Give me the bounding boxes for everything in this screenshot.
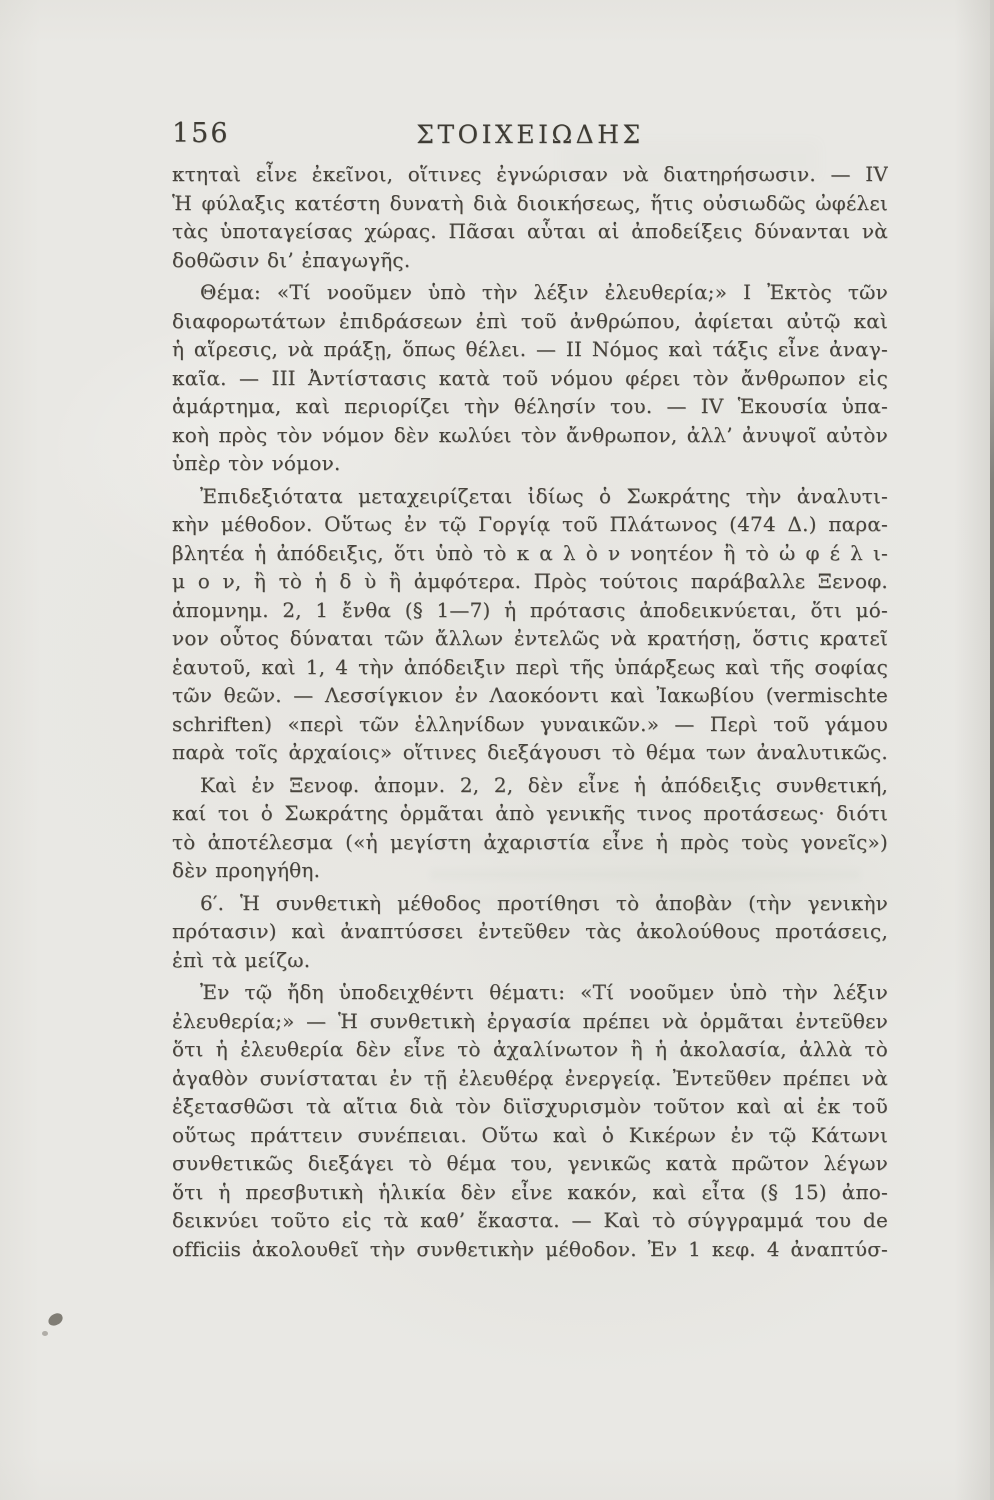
text-line: κοὴ πρὸς τὸν νόμον δὲν κωλύει τὸν ἄνθρωπον, ἀλλ’ ἀνυψοῖ αὐτὸν [172,422,888,447]
text-line: ὅτι ἡ ἐλευθερία δὲν εἶνε τὸ ἀχαλίνωτον ἢ ἡ ἀκολασία, ἀλλὰ τὸ [172,1037,888,1061]
text-line: πρότασιν) καὶ ἀναπτύσσει ἐντεῦθεν τὰς ἀκολούθους προτάσεις, [172,919,888,943]
text-line: ἀγαθὸν συνίσταται ἐν τῇ ἐλευθέρᾳ ἐνεργείᾳ. Ἐντεῦθεν πρέπει νὰ [172,1065,888,1090]
paragraph [172,160,888,274]
paragraph [172,482,888,767]
text-line: Θέμα: «Τί νοοῦμεν ὑπὸ τὴν λέξιν ἐλευθερία;» I Ἐκτὸς τῶν [200,280,888,304]
text-line: ἁμάρτημα, καὶ περιορίζει τὴν θέλησίν του. — IV Ἑκουσία ὑπα- [172,394,888,418]
text-line: συνθετικῶς διεξάγει τὸ θέμα του, γενικῶς κατὰ πρῶτον λέγων [172,1151,888,1175]
page-header [172,116,888,152]
text-line: schriften) «περὶ τῶν ἑλληνίδων γυναικῶν.» — Περὶ τοῦ γάμου [172,711,888,736]
text-line: καί τοι ὁ Σωκράτης ὁρμᾶται ἀπὸ γενικῆς τινος προτάσεως· διότι [172,801,888,825]
text-line: τὰς ὑποταγείσας χώρας. Πᾶσαι αὗται αἱ ἀποδείξεις δύνανται νὰ [172,219,888,243]
text-line: κὴν μέθοδον. Οὕτως ἐν τῷ Γοργίᾳ τοῦ Πλάτωνος (474 Δ.) παρα- [172,512,888,536]
text-line: οὕτως πράττειν συνέπειαι. Οὕτω καὶ ὁ Κικέρων ἐν τῷ Κάτωνι [172,1122,888,1147]
text-line: ἡ αἵρεσις, νὰ πράξῃ, ὅπως θέλει. — II Νόμος καὶ τάξις εἶνε ἀναγ- [172,337,888,361]
paragraph [172,978,888,1263]
text-line: Ἡ φύλαξις κατέστη δυνατὴ διὰ διοικήσεως, ἥτις οὐσιωδῶς ὠφέλει [172,190,888,215]
text-line: κτηταὶ εἶνε ἐκεῖνοι, οἵτινες ἐγνώρισαν νὰ διατηρήσωσιν. — IV [172,162,888,186]
text-line: ἀπομνημ. 2, 1 ἔνθα (§ 1—7) ἡ πρότασις ἀποδεικνύεται, ὅτι μό- [172,597,888,622]
text-line: βλητέα ἡ ἀπόδειξις, ὅτι ὑπὸ τὸ κ α λ ὸ ν νοητέον ἢ τὸ ὠ φ έ λ ι- [172,540,888,565]
text-line: δοθῶσιν δι’ ἐπαγωγῆς. [172,247,411,272]
text-line: Καὶ ἐν Ξενοφ. ἀπομν. 2, 2, δὲν εἶνε ἡ ἀπόδειξις συνθετική, [200,772,888,797]
page-header-title: ΣΤΟΙΧΕΙΩΔΗΣ [416,120,644,149]
text-column [172,160,888,1263]
page-number: 156 [172,118,230,149]
text-line: ὑπὲρ τὸν νόμον. [172,451,341,475]
text-line: officiis ἀκολουθεῖ τὴν συνθετικὴν μέθοδον. Ἐν 1 κεφ. 4 ἀναπτύσ- [172,1236,888,1261]
paragraph [172,889,888,975]
text-line: δὲν προηγήθη. [172,858,321,882]
text-line: ὅτι ἡ πρεσβυτικὴ ἡλικία δὲν εἶνε κακόν, καὶ εἶτα (§ 15) ἀπο- [172,1179,888,1204]
text-line: Ἐπιδεξιότατα μεταχειρίζεται ἰδίως ὁ Σωκράτης τὴν ἀναλυτι- [200,483,888,508]
ink-speck [46,1312,64,1328]
text-line: διαφορωτάτων ἐπιδράσεων ἐπὶ τοῦ ἀνθρώπου, ἀφίεται αὐτῷ καὶ [172,308,888,333]
text-line: μ ο ν, ἢ τὸ ἡ δ ὺ ἢ ἀμφότερα. Πρὸς τούτοις παράβαλλε Ξενοφ. [172,569,888,593]
text-line: ἐλευθερία;» — Ἡ συνθετικὴ ἐργασία πρέπει νὰ ὁρμᾶται ἐντεῦθεν [172,1008,888,1033]
text-line: παρὰ τοῖς ἀρχαίοις» οἵτινες διεξάγουσι τὸ θέμα των ἀναλυτικῶς. [172,740,888,764]
text-line: τῶν θεῶν. — Λεσσίγκιον ἐν Λαοκόοντι καὶ Ἰακωβίου (vermischte [172,683,888,707]
text-line: καῖα. — III Ἀντίστασις κατὰ τοῦ νόμου φέρει τὸν ἄνθρωπον εἰς [172,365,888,390]
paragraph [172,278,888,478]
text-line: δεικνύει τοῦτο εἰς τὰ καθ’ ἕκαστα. — Καὶ τὸ σύγγραμμά του de [172,1208,888,1232]
text-line: νον οὗτος δύναται τῶν ἄλλων ἐντελῶς νὰ κρατήσῃ, ὅστις κρατεῖ [172,626,888,650]
text-line: Ἐν τῷ ἤδη ὑποδειχθέντι θέματι: «Τί νοοῦμεν ὑπὸ τὴν λέξιν [200,980,888,1004]
text-line: ἑαυτοῦ, καὶ 1, 4 τὴν ἀπόδειξιν περὶ τῆς ὑπάρξεως καὶ τῆς σοφίας [172,654,888,679]
text-line: 6′. Ἡ συνθετικὴ μέθοδος προτίθησι τὸ ἀποβὰν (τὴν γενικὴν [200,890,888,915]
text-line: ἐξετασθῶσι τὰ αἴτια διὰ τὸν διϊσχυρισμὸν τοῦτον καὶ αἱ ἐκ τοῦ [172,1094,888,1118]
ink-speck [42,1331,48,1336]
scan-edge-shadow [990,0,994,1500]
paragraph [172,771,888,885]
text-line: τὸ ἀποτέλεσμα («ἡ μεγίστη ἀχαριστία εἶνε ἡ πρὸς τοὺς γονεῖς») [172,829,888,854]
text-line: ἐπὶ τὰ μείζω. [172,947,311,972]
